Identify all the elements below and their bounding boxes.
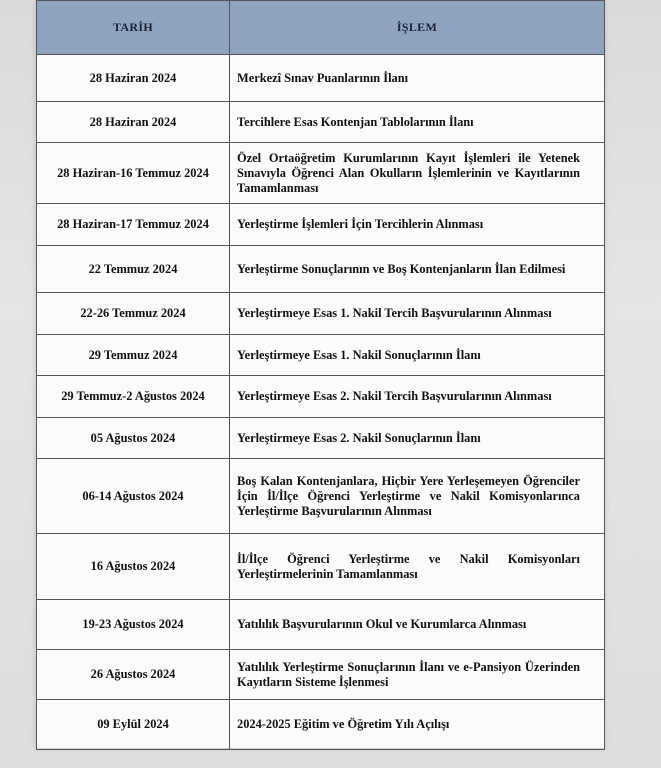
table-row <box>37 600 605 650</box>
schedule-table <box>36 0 605 750</box>
operation-cell: Yerleştirmeye Esas 2. Nakil Sonuçlarının İlanı <box>230 418 605 459</box>
operation-cell: İl/İlçe Öğrenci Yerleştirme ve Nakil Komisyonları Yerleştirmelerinin Tamamlanması <box>230 534 605 600</box>
operation-cell: 2024-2025 Eğitim ve Öğretim Yılı Açılışı <box>230 700 605 750</box>
table-row <box>37 246 605 293</box>
table-row <box>37 293 605 335</box>
operation-cell: Yerleştirmeye Esas 2. Nakil Tercih Başvurularının Alınması <box>230 376 605 418</box>
date-cell: 28 Haziran 2024 <box>37 55 230 102</box>
operation-cell: Merkezî Sınav Puanlarının İlanı <box>230 55 605 102</box>
table-row <box>37 700 605 750</box>
date-cell: 19-23 Ağustos 2024 <box>37 600 230 650</box>
date-cell: 22-26 Temmuz 2024 <box>37 293 230 335</box>
operation-cell: Özel Ortaöğretim Kurumlarının Kayıt İşlemleri ile Yetenek Sınavıyla Öğrenci Alan Okulların İşlemlerinin ve Kayıtlarının Tamamlanması <box>230 143 605 204</box>
date-cell: 22 Temmuz 2024 <box>37 246 230 293</box>
table-row <box>37 418 605 459</box>
header-date: TARİH <box>37 1 230 55</box>
table-row <box>37 650 605 700</box>
table-row <box>37 459 605 534</box>
date-cell: 06-14 Ağustos 2024 <box>37 459 230 534</box>
date-cell: 26 Ağustos 2024 <box>37 650 230 700</box>
date-cell: 05 Ağustos 2024 <box>37 418 230 459</box>
date-cell: 28 Haziran-17 Temmuz 2024 <box>37 204 230 246</box>
table-row <box>37 534 605 600</box>
table-row <box>37 55 605 102</box>
operation-cell: Yerleştirme Sonuçlarının ve Boş Kontenjanların İlan Edilmesi <box>230 246 605 293</box>
operation-cell: Yerleştirmeye Esas 1. Nakil Sonuçlarının İlanı <box>230 335 605 376</box>
operation-cell: Yatılılık Yerleştirme Sonuçlarının İlanı ve e-Pansiyon Üzerinden Kayıtların Sisteme İşlenmesi <box>230 650 605 700</box>
date-cell: 28 Haziran 2024 <box>37 102 230 143</box>
operation-cell: Yerleştirme İşlemleri İçin Tercihlerin Alınması <box>230 204 605 246</box>
table-row <box>37 335 605 376</box>
date-cell: 16 Ağustos 2024 <box>37 534 230 600</box>
date-cell: 28 Haziran-16 Temmuz 2024 <box>37 143 230 204</box>
table-row <box>37 204 605 246</box>
operation-cell: Yatılılık Başvurularının Okul ve Kurumlarca Alınması <box>230 600 605 650</box>
table-row <box>37 376 605 418</box>
table-header-row <box>37 1 605 55</box>
operation-cell: Boş Kalan Kontenjanlara, Hiçbir Yere Yerleşemeyen Öğrenciler İçin İl/İlçe Öğrenci Yerleştirme ve Nakil Komisyonlarınca Yerleştirme Başvurularının Alınması <box>230 459 605 534</box>
operation-cell: Tercihlere Esas Kontenjan Tablolarının İlanı <box>230 102 605 143</box>
operation-cell: Yerleştirmeye Esas 1. Nakil Tercih Başvurularının Alınması <box>230 293 605 335</box>
date-cell: 29 Temmuz-2 Ağustos 2024 <box>37 376 230 418</box>
table-row <box>37 102 605 143</box>
date-cell: 09 Eylül 2024 <box>37 700 230 750</box>
header-operation: İŞLEM <box>230 1 605 55</box>
table-row <box>37 143 605 204</box>
date-cell: 29 Temmuz 2024 <box>37 335 230 376</box>
document-sheet <box>36 0 604 748</box>
